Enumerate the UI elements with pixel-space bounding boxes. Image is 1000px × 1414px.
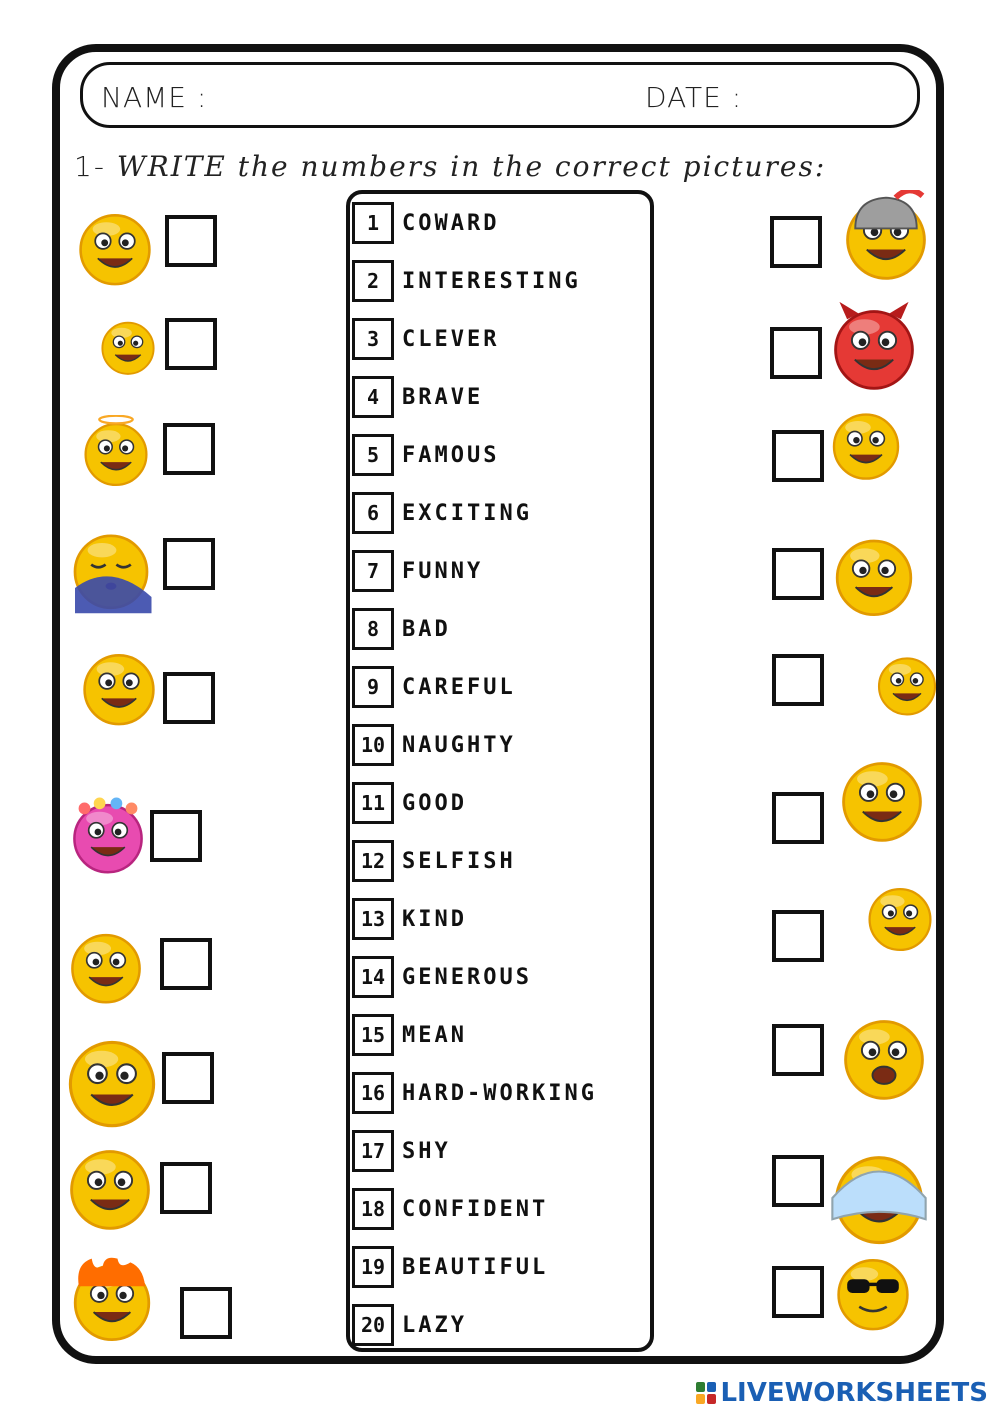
answer-box[interactable]: [163, 672, 215, 724]
answer-box[interactable]: [180, 1287, 232, 1339]
word-number: 12: [352, 840, 394, 882]
word-label: SHY: [402, 1138, 451, 1164]
emoji-with-sunglasses-icon: [830, 1250, 916, 1340]
tongue-out-emoji-icon: [60, 1030, 164, 1138]
word-number: 15: [352, 1014, 394, 1056]
word-number: 4: [352, 376, 394, 418]
emoji-with-phone-icon: [862, 880, 938, 960]
thinking-emoji-icon: [76, 645, 162, 735]
word-row: [352, 780, 467, 826]
word-row: [352, 954, 532, 1000]
answer-box[interactable]: [150, 810, 202, 862]
word-number: 16: [352, 1072, 394, 1114]
word-row: [352, 374, 483, 420]
emoji-with-bow-tie-icon: [828, 530, 920, 626]
word-number: 14: [352, 956, 394, 998]
word-label: FUNNY: [402, 558, 484, 584]
word-label: EXCITING: [402, 500, 532, 526]
word-label: NAUGHTY: [402, 732, 516, 758]
answer-box[interactable]: [772, 1024, 824, 1076]
emoji-hiding-under-blanket-icon: [826, 1145, 932, 1255]
word-label: GENEROUS: [402, 964, 532, 990]
word-label: INTERESTING: [402, 268, 581, 294]
word-row: [352, 1244, 548, 1290]
word-row: [352, 1302, 467, 1348]
word-row: [352, 490, 532, 536]
answer-box[interactable]: [772, 548, 824, 600]
word-label: CAREFUL: [402, 674, 516, 700]
emoji-with-money-icon: [96, 315, 160, 383]
instruction-number: 1-: [74, 150, 106, 183]
angel-emoji-icon: [78, 415, 154, 495]
answer-box[interactable]: [772, 792, 824, 844]
instruction: [74, 150, 874, 183]
shy-blushing-emoji-icon: [64, 925, 148, 1013]
word-number: 1: [352, 202, 394, 244]
word-label: FAMOUS: [402, 442, 500, 468]
word-number: 13: [352, 898, 394, 940]
answer-box[interactable]: [772, 910, 824, 962]
word-number: 9: [352, 666, 394, 708]
answer-box[interactable]: [162, 1052, 214, 1104]
word-row: [352, 1128, 451, 1174]
name-label: NAME :: [101, 81, 208, 114]
word-row: [352, 258, 581, 304]
answer-box[interactable]: [772, 430, 824, 482]
answer-box[interactable]: [160, 938, 212, 990]
answer-box[interactable]: [163, 423, 215, 475]
answer-box[interactable]: [772, 654, 824, 706]
word-label: CLEVER: [402, 326, 500, 352]
word-row: [352, 548, 483, 594]
word-row: [352, 432, 499, 478]
name-date-bar: [80, 62, 920, 128]
word-number: 2: [352, 260, 394, 302]
answer-box[interactable]: [772, 1266, 824, 1318]
answer-box[interactable]: [160, 1162, 212, 1214]
liveworksheets-logo-icon: [696, 1382, 716, 1404]
word-row: [352, 838, 516, 884]
emoji-on-fire-icon: [66, 1255, 158, 1351]
word-row: [352, 896, 467, 942]
answer-box[interactable]: [165, 318, 217, 370]
word-row: [352, 1012, 467, 1058]
word-label: BRAVE: [402, 384, 484, 410]
word-row: [352, 664, 516, 710]
word-label: BEAUTIFUL: [402, 1254, 549, 1280]
word-number: 11: [352, 782, 394, 824]
word-number: 8: [352, 608, 394, 650]
word-number: 19: [352, 1246, 394, 1288]
emoji-with-magnifier-icon: [834, 752, 930, 852]
word-number: 18: [352, 1188, 394, 1230]
word-number: 3: [352, 318, 394, 360]
word-label: COWARD: [402, 210, 500, 236]
word-label: CONFIDENT: [402, 1196, 549, 1222]
answer-box[interactable]: [163, 538, 215, 590]
emoji-with-laptop-icon: [872, 650, 942, 724]
scared-emoji-icon: [836, 1010, 932, 1110]
word-label: GOOD: [402, 790, 467, 816]
devil-emoji-icon: [826, 300, 922, 400]
word-label: LAZY: [402, 1312, 467, 1338]
answer-box[interactable]: [165, 215, 217, 267]
emoji-with-exam-paper-icon: [72, 205, 158, 295]
answer-box[interactable]: [772, 1155, 824, 1207]
word-number: 7: [352, 550, 394, 592]
word-number: 10: [352, 724, 394, 766]
word-number: 5: [352, 434, 394, 476]
word-row: [352, 1070, 597, 1116]
word-row: [352, 200, 499, 246]
instruction-text: WRITE the numbers in the correct pictures:: [116, 150, 827, 183]
word-label: MEAN: [402, 1022, 467, 1048]
word-row: [352, 1186, 548, 1232]
word-label: SELFISH: [402, 848, 516, 874]
knight-emoji-icon: [838, 190, 934, 290]
word-number: 20: [352, 1304, 394, 1346]
word-row: [352, 606, 451, 652]
liveworksheets-logo: [696, 1378, 988, 1408]
date-label: DATE :: [645, 81, 743, 114]
word-number: 17: [352, 1130, 394, 1172]
answer-box[interactable]: [770, 216, 822, 268]
thumbs-up-emoji-icon: [62, 1140, 158, 1240]
word-label: HARD-WORKING: [402, 1080, 597, 1106]
answer-box[interactable]: [770, 327, 822, 379]
word-label: KIND: [402, 906, 467, 932]
word-row: [352, 722, 516, 768]
word-number: 6: [352, 492, 394, 534]
word-label: BAD: [402, 616, 451, 642]
brand-text: LIVEWORKSHEETS: [720, 1378, 988, 1408]
word-row: [352, 316, 499, 362]
word-list-panel: [346, 190, 654, 1352]
emoji-with-rose-icon: [826, 405, 906, 489]
pink-emoji-with-flowers-icon: [66, 795, 150, 883]
sleeping-emoji-icon: [66, 525, 156, 619]
